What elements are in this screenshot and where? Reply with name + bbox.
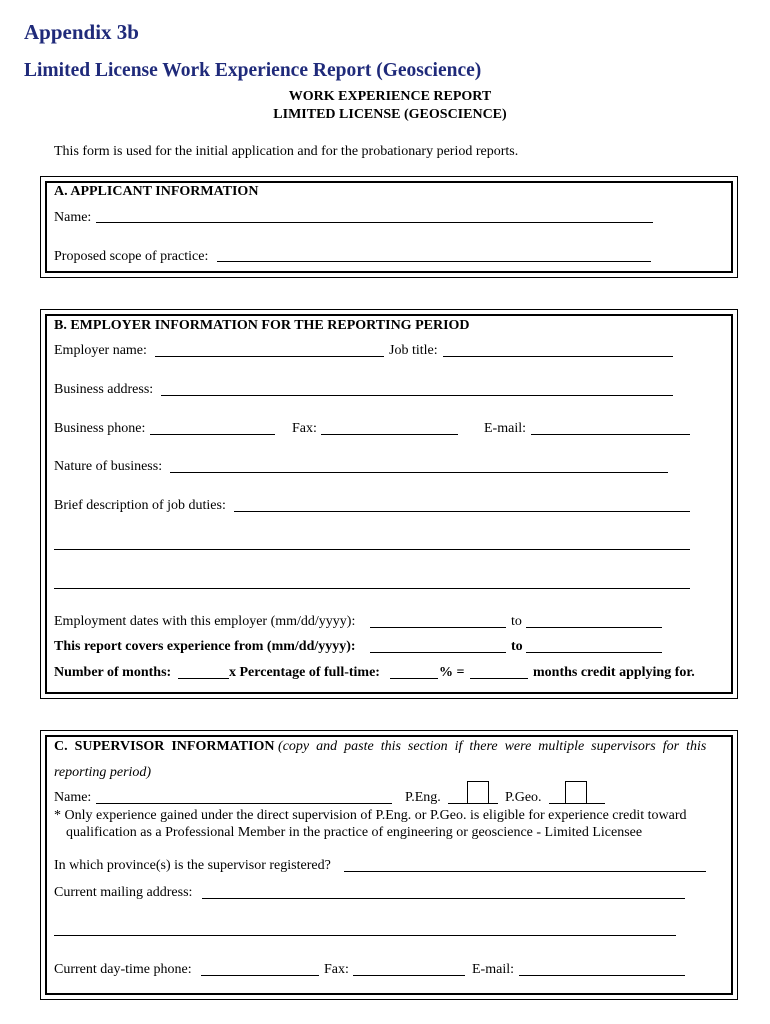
fax-field[interactable]: [321, 434, 458, 435]
months-credit-field[interactable]: [470, 678, 528, 679]
peng-checkbox[interactable]: [467, 781, 489, 804]
employment-end-field[interactable]: [526, 627, 662, 628]
form-subtitle-2: LIMITED LICENSE (GEOSCIENCE): [273, 107, 507, 122]
section-c-note-2: reporting period): [54, 765, 152, 780]
day-phone-label: Current day-time phone:: [54, 962, 192, 977]
number-of-months-field[interactable]: [178, 678, 229, 679]
report-start-field[interactable]: [370, 652, 506, 653]
job-duties-label: Brief description of job duties:: [54, 498, 226, 513]
day-phone-field[interactable]: [201, 975, 319, 976]
section-b-heading: B. EMPLOYER INFORMATION FOR THE REPORTING PERIOD: [54, 318, 470, 333]
to-label-1: to: [511, 614, 522, 629]
mailing-address-field-1[interactable]: [202, 898, 685, 899]
supervisor-name-label: Name:: [54, 790, 92, 805]
months-credit-label: months credit applying for.: [533, 665, 695, 680]
footnote-line-2: qualification as a Professional Member in the practice of engineering or geoscience - Limited Licensee: [66, 825, 643, 840]
supervisor-fax-field[interactable]: [353, 975, 465, 976]
scope-label: Proposed scope of practice:: [54, 249, 209, 264]
supervisor-fax-label: Fax:: [324, 962, 349, 977]
employment-start-field[interactable]: [370, 627, 506, 628]
applicant-name-field[interactable]: [96, 222, 653, 223]
mailing-address-field-2[interactable]: [54, 935, 676, 936]
footnote-line-1: * Only experience gained under the direct supervision of P.Eng. or P.Geo. is eligible for experience credit toward: [54, 808, 687, 823]
appendix-heading: Appendix 3b: [24, 20, 139, 44]
section-c-note: (copy and paste this section if there were multiple supervisors for this: [278, 739, 707, 754]
fax-label: Fax:: [292, 421, 317, 436]
section-c-heading: C. SUPERVISOR INFORMATION: [54, 739, 275, 754]
job-duties-field-2[interactable]: [54, 549, 690, 550]
number-of-months-label: Number of months:: [54, 665, 172, 680]
report-covers-label: This report covers experience from (mm/dd/yyyy):: [54, 639, 356, 654]
nature-of-business-field[interactable]: [170, 472, 668, 473]
supervisor-name-field[interactable]: [96, 803, 392, 804]
percent-equals-label: % =: [439, 665, 465, 680]
province-field[interactable]: [344, 871, 706, 872]
report-end-field[interactable]: [526, 652, 662, 653]
to-label-2: to: [511, 639, 523, 654]
supervisor-email-label: E-mail:: [472, 962, 514, 977]
form-subtitle-1: WORK EXPERIENCE REPORT: [288, 89, 492, 104]
employer-name-label: Employer name:: [54, 343, 147, 358]
employer-name-field[interactable]: [155, 356, 384, 357]
province-label: In which province(s) is the supervisor registered?: [54, 858, 331, 873]
section-a-heading: A. APPLICANT INFORMATION: [54, 184, 259, 199]
percentage-field[interactable]: [390, 678, 438, 679]
email-label: E-mail:: [484, 421, 526, 436]
scope-field[interactable]: [217, 261, 651, 262]
section-c-heading-line: [54, 739, 724, 755]
job-duties-field-1[interactable]: [234, 511, 690, 512]
percentage-label: x Percentage of full-time:: [229, 665, 380, 680]
pgeo-checkbox[interactable]: [565, 781, 587, 804]
business-phone-label: Business phone:: [54, 421, 146, 436]
job-title-field[interactable]: [443, 356, 673, 357]
business-address-field[interactable]: [161, 395, 673, 396]
job-title-label: Job title:: [389, 343, 438, 358]
intro-text: This form is used for the initial application and for the probationary period reports.: [54, 144, 519, 159]
peng-label: P.Eng.: [405, 790, 441, 805]
pgeo-label: P.Geo.: [505, 790, 542, 805]
applicant-name-label: Name:: [54, 210, 92, 225]
employment-dates-label: Employment dates with this employer (mm/dd/yyyy):: [54, 614, 356, 629]
business-phone-field[interactable]: [150, 434, 275, 435]
nature-of-business-label: Nature of business:: [54, 459, 163, 474]
job-duties-field-3[interactable]: [54, 588, 690, 589]
email-field[interactable]: [531, 434, 690, 435]
supervisor-email-field[interactable]: [519, 975, 685, 976]
business-address-label: Business address:: [54, 382, 154, 397]
mailing-address-label: Current mailing address:: [54, 885, 193, 900]
page-title: Limited License Work Experience Report (Geoscience): [24, 60, 482, 81]
